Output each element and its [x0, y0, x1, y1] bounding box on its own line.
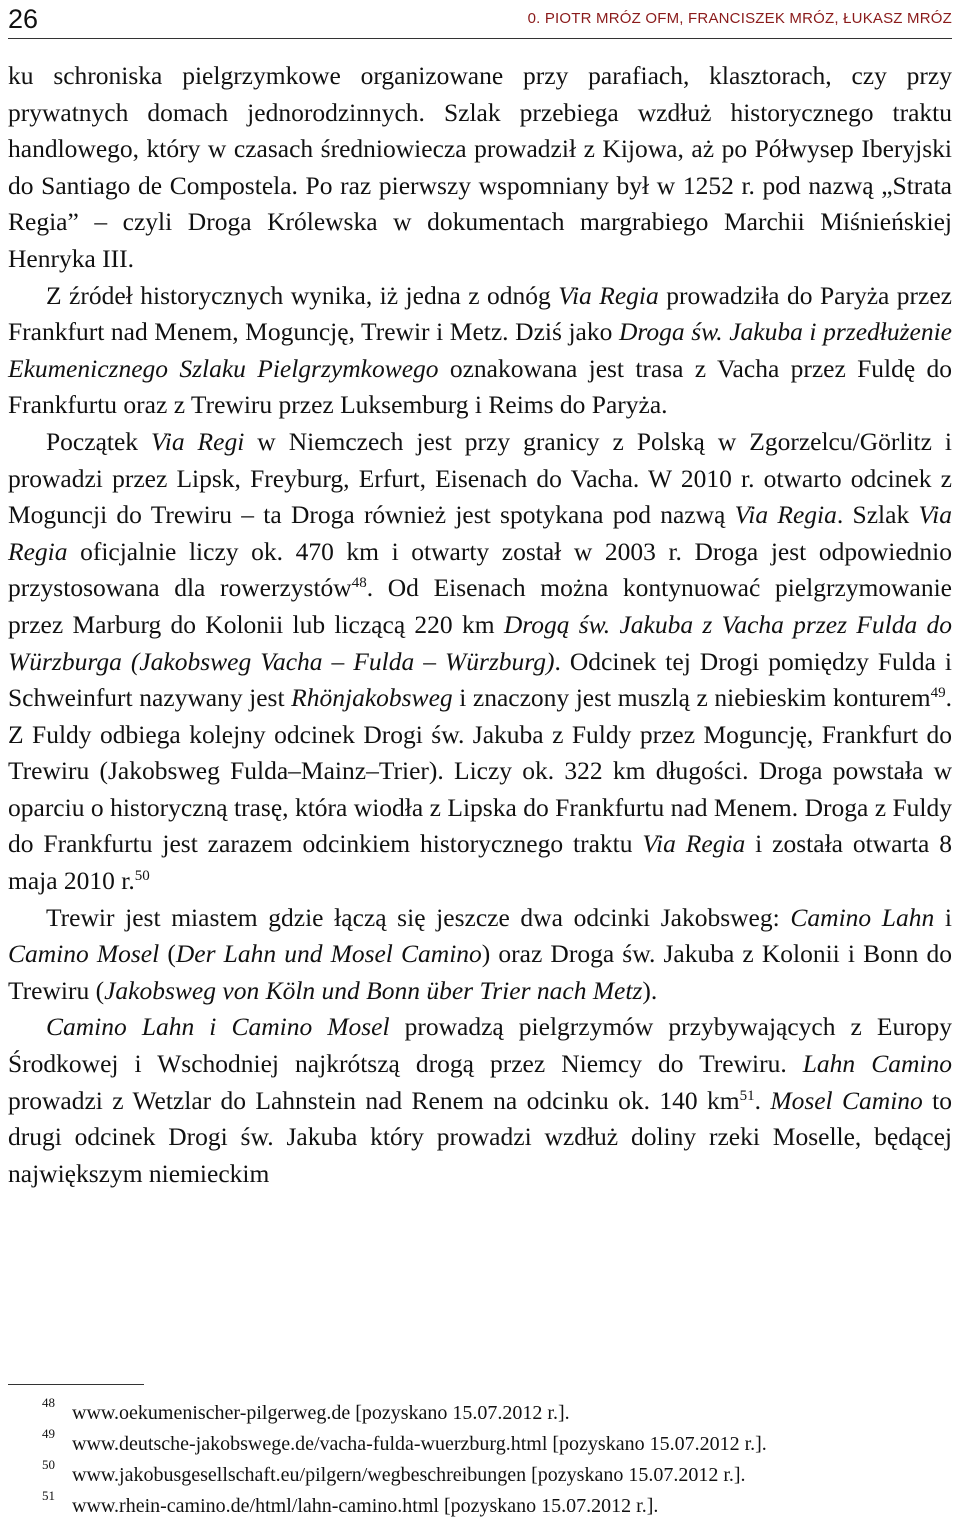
- italic-text: Via Regia: [734, 500, 837, 530]
- footnote: [8, 1395, 952, 1429]
- text-run: prowadzi z Wetzlar do Lahnstein nad Renem na odcinku ok. 140 km: [8, 1085, 740, 1115]
- running-head-authors: 0. PIOTR MRÓZ OFM, FRANCISZEK MRÓZ, ŁUKASZ MRÓZ: [527, 10, 952, 27]
- text-run: Trewir jest miastem gdzie łączą się jeszcze dwa odcinki Jakobsweg:: [46, 902, 791, 932]
- footnote-number: 50: [42, 1457, 55, 1472]
- italic-text: Via Regia: [642, 829, 746, 859]
- text-run: ku schroniska pielgrzymkowe organizowane przy parafiach, klasztorach, czy przy prywatnych domach jednorodzinnych. Szlak przebiega wzdłuż historycznego traktu handlowego, który w czasach średniowiecza prowadził z Kijowa, aż po Półwysep Iberyjski do Santiago de Compostela. Po raz pierwszy wspomniany był w 1252 r. pod nazwą „Strata Regia” – czyli Droga Królewska w dokumentach margrabiego Marchii Miśnieńskiej Henryka III.: [8, 61, 952, 273]
- running-head: [8, 4, 952, 34]
- footnote-ref: 48: [351, 575, 367, 592]
- text-run: prowadziła do Paryża przez Frankfurt nad Menem, Moguncję, Trewir i Metz. Dziś jako: [8, 280, 953, 347]
- footnote-text: www.deutsche-jakobswege.de/vacha-fulda-wuerzburg.html [pozyskano 15.07.2012 r.].: [72, 1433, 767, 1455]
- text-run: . Z Fuldy odbiega kolejny odcinek Drogi św. Jakuba z Fuldy przez Moguncję, Frankfurt do Trewiru (Jakobsweg Fulda–Mainz–Trier). Liczy ok. 322 km długości. Droga powstała w oparciu o historyczną trasę, która wiodła z Lipska do Frankfurtu nad Menem. Droga z Fuldy do Frankfurtu jest zarazem odcinkiem historycznego traktu: [8, 683, 952, 859]
- italic-text: Droga św. Jakuba i przedłużenie Ekumenicznego Szlaku Pielgrzymkowego: [8, 317, 952, 383]
- footnotes: [8, 1395, 952, 1522]
- paragraph-p1: [8, 58, 952, 278]
- body-text: [8, 58, 952, 1192]
- footnote-ref: 51: [739, 1087, 755, 1104]
- footnote: [8, 1488, 952, 1522]
- footnote-text: www.jakobusgesellschaft.eu/pilgern/wegbeschreibungen [pozyskano 15.07.2012 r.].: [72, 1464, 746, 1486]
- text-run: Początek: [46, 426, 152, 456]
- italic-text: Camino Mosel: [8, 939, 160, 969]
- text-run: . Szlak: [836, 500, 919, 530]
- footnote: [8, 1457, 952, 1491]
- italic-text: Via Regia: [558, 280, 659, 310]
- text-run: ).: [642, 975, 658, 1005]
- paragraph-p2: [8, 278, 952, 424]
- text-run: . Odcinek tej Drogi pomiędzy Fulda i Schweinfurt nazywany jest: [8, 646, 953, 713]
- italic-text: Lahn Camino: [802, 1049, 952, 1079]
- footnote-ref: 50: [134, 868, 150, 885]
- text-run: oficjalnie liczy ok. 470 km i otwarty został w 2003 r. Droga jest odpowiednio przystosowana dla rowerzystów: [8, 536, 952, 603]
- footnote-number: 49: [42, 1426, 55, 1441]
- text-run: i została otwarta 8 maja 2010 r.: [8, 829, 952, 896]
- text-run: oznakowana jest trasa z Vacha przez Fuldę do Frankfurtu oraz z Trewiru przez Luksemburg i Reims do Paryża.: [8, 353, 952, 420]
- paragraph-p5: [8, 1009, 952, 1192]
- italic-text: Rhönjakobsweg: [291, 683, 453, 713]
- italic-text: Jakobsweg von Köln und Bonn über Trier nach Metz: [104, 975, 643, 1005]
- footnote-text: www.oekumenischer-pilgerweg.de [pozyskano 15.07.2012 r.].: [72, 1402, 570, 1424]
- paragraph-p3: [8, 424, 952, 900]
- footnote-separator: [8, 1384, 144, 1385]
- italic-text: Drogą św. Jakuba z Vacha przez Fulda do Würzburga (Jakobsweg Vacha – Fulda – Würzburg): [8, 609, 952, 676]
- footnote: [8, 1426, 952, 1460]
- page-number: 26: [8, 4, 39, 34]
- footnote-ref: 49: [930, 685, 946, 702]
- italic-text: Camino Lahn: [790, 902, 935, 932]
- paragraph-p4: [8, 900, 952, 1010]
- text-run: prowadzą pielgrzymów przybywających z Europy Środkowej i Wschodniej najkrótszą drogą przez Niemcy do Trewiru.: [8, 1012, 952, 1079]
- footnote-number: 48: [42, 1395, 55, 1410]
- footnote-text: www.rhein-camino.de/html/lahn-camino.html [pozyskano 15.07.2012 r.].: [72, 1495, 659, 1517]
- text-run: (: [159, 939, 176, 969]
- italic-text: Mosel Camino: [770, 1085, 923, 1115]
- text-run: . Od Eisenach można kontynuować pielgrzymowanie przez Marburg do Kolonii lub liczącą 220 km: [8, 573, 952, 639]
- text-run: to drugi odcinek Drogi św. Jakuba który prowadzi wzdłuż doliny rzeki Moselle, będącej największym niemieckim: [8, 1085, 953, 1188]
- text-run: w Niemczech jest przy granicy z Polską w Zgorzelcu/Görlitz i prowadzi przez Lipsk, Freyburg, Erfurt, Eisenach do Vacha. W 2010 r. otwarto odcinek z Moguncji do Trewiru – ta Droga również jest spotykana pod nazwą: [8, 426, 953, 530]
- header-rule: [8, 38, 952, 39]
- text-run: Z źródeł historycznych wynika, iż jedna z odnóg: [46, 280, 559, 310]
- text-run: ) oraz Droga św. Jakuba z Kolonii i Bonn do Trewiru (: [8, 939, 952, 1005]
- text-run: .: [754, 1085, 771, 1115]
- text-run: i: [934, 902, 952, 932]
- text-run: i znaczony jest muszlą z niebieskim konturem: [452, 683, 931, 713]
- italic-text: Via Regia: [8, 500, 952, 566]
- italic-text: Via Regi: [151, 426, 245, 456]
- footnote-number: 51: [42, 1488, 55, 1503]
- italic-text: Camino Lahn i Camino Mosel: [46, 1012, 390, 1042]
- italic-text: Der Lahn und Mosel Camino: [175, 939, 482, 969]
